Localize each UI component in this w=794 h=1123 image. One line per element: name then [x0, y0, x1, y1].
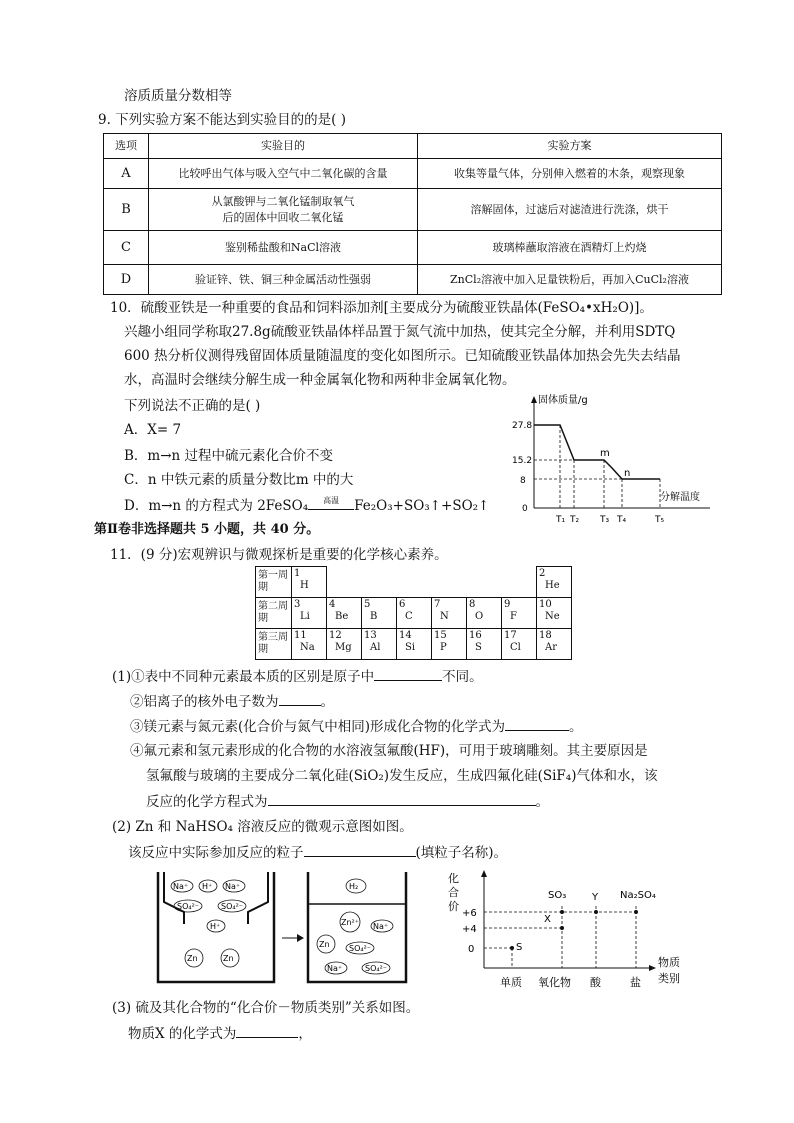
q10-option-a: A．X= 7: [124, 422, 182, 438]
mass-curve: [534, 425, 660, 479]
answer-blank[interactable]: [374, 666, 442, 681]
funnel-right-side: [248, 872, 268, 924]
q10-line4: 水，高温时会继续分解生成一种金属氧化物和两种非金属氧化物。: [124, 372, 516, 388]
atomic-number: 14: [399, 630, 412, 641]
q11-1-2: [130, 691, 334, 712]
atomic-number: 9: [504, 599, 511, 610]
question-text: ，: [298, 1026, 312, 1042]
element-cell: [502, 598, 537, 629]
table-cell: 鉴别稀盐酸和NaCl溶液: [149, 231, 418, 265]
table-header: 实验方案: [418, 134, 722, 159]
y-axis-arrow: [531, 396, 537, 403]
condition-line: [308, 509, 354, 510]
q10-line5: 下列说法不正确的是( ): [124, 398, 261, 414]
point-label: Y: [592, 892, 599, 903]
element-symbol: Na: [300, 642, 315, 653]
table-cell-line: 后的固体中回收二氧化锰: [222, 210, 344, 224]
point-n-label: n: [624, 468, 631, 479]
element-cell: [362, 598, 397, 629]
table-row: [104, 134, 722, 159]
point-label: X: [544, 914, 551, 925]
element-symbol: O: [475, 611, 484, 622]
question-text: 。: [569, 719, 583, 735]
q11-1-1: [112, 666, 483, 687]
table-row: [104, 265, 722, 295]
q9-stem: 9. 下列实验方案不能达到实验目的的是( ): [98, 112, 346, 128]
atomic-number: 6: [399, 599, 406, 610]
element-symbol: Al: [370, 642, 381, 653]
answer-blank[interactable]: [304, 842, 416, 857]
period-row: [256, 629, 572, 660]
atomic-number: 12: [329, 630, 342, 641]
period-label: 第二周期: [256, 598, 292, 629]
ion-label: Na⁺: [373, 922, 389, 931]
x-axis-arrow: [649, 965, 656, 971]
atomic-number: 13: [364, 630, 377, 641]
y-axis-label: 化: [448, 872, 459, 885]
empty-cell: [327, 567, 362, 598]
zinc-label: Zn: [223, 954, 234, 963]
element-cell: [432, 598, 467, 629]
x-tick-label: T₂: [570, 515, 580, 525]
data-point: [560, 910, 564, 914]
y-tick-label: 0: [468, 944, 475, 955]
ion-label: Na⁺: [225, 882, 241, 891]
x-tick-label: 单质: [500, 976, 522, 989]
q11-1-4b: 氢氟酸与玻璃的主要成分二氧化硅(SiO₂)发生反应，生成四氟化硅(SiF₄)气体和水，该: [146, 768, 658, 784]
atomic-number: 16: [469, 630, 482, 641]
y-tick-label: +4: [462, 924, 477, 935]
q11-2a: (2) Zn 和 NaHSO₄ 溶液反应的微观示意图如图。: [112, 819, 413, 835]
table-header: 实验目的: [149, 134, 418, 159]
question-text: 不同。: [442, 669, 483, 685]
table-row: [104, 159, 722, 189]
q10-line3: 600 热分析仪测得残留固体质量随温度的变化如图所示。已知硫酸亚铁晶体加热会先失去结晶: [124, 348, 681, 364]
x-axis-label: 物质: [658, 956, 680, 969]
atomic-number: 11: [294, 630, 307, 641]
table-cell: [149, 189, 418, 231]
answer-blank[interactable]: [279, 691, 321, 706]
ion-label: Na⁺: [173, 882, 189, 891]
y-tick-label: 8: [520, 476, 526, 486]
question-text: 物质X 的化学式为: [128, 1026, 237, 1042]
x-tick-label: T₁: [556, 515, 566, 525]
gas-label: H₂: [349, 882, 359, 891]
atomic-number: 15: [434, 630, 447, 641]
ion-label: Zn²⁺: [341, 918, 359, 927]
x-tick-label: T₄: [617, 515, 627, 525]
atomic-number: 17: [504, 630, 517, 641]
y-tick-label: 0: [522, 504, 528, 514]
ion-label: H⁺: [210, 922, 221, 931]
element-symbol: Ar: [545, 642, 558, 653]
y-axis-label: 合: [448, 886, 459, 899]
periodic-table: [255, 566, 572, 660]
element-symbol: Li: [300, 611, 310, 622]
q10-line2: 兴趣小组同学称取27.8g硫酸亚铁晶体样品置于氮气流中加热，使其完全分解，并利用SDTQ: [124, 324, 676, 340]
table-row: [104, 189, 722, 231]
question-text: (1)①表中不同种元素最本质的区别是原子中: [112, 669, 375, 685]
top-line: 溶质质量分数相等: [124, 88, 232, 104]
period-row: [256, 567, 572, 598]
y-axis-label: 固体质量/g: [538, 395, 588, 406]
table-cell: 玻璃棒蘸取溶液在酒精灯上灼烧: [418, 231, 722, 265]
q11-3b: [128, 1023, 312, 1044]
y-tick-label: 27.8: [512, 421, 533, 431]
element-symbol: Ne: [545, 611, 560, 622]
element-symbol: He: [545, 580, 560, 591]
period-label: 第一周期: [256, 567, 292, 598]
element-cell: [292, 598, 327, 629]
table-cell: ZnCl₂溶液中加入足量铁粉后，再加入CuCl₂溶液: [418, 265, 722, 295]
element-cell: [292, 567, 327, 598]
ion-label: SO₄²⁻: [349, 944, 372, 953]
point-label: SO₃: [548, 890, 567, 901]
x-tick-label: 氧化物: [538, 976, 571, 989]
element-cell: [502, 629, 537, 660]
atomic-number: 4: [329, 599, 336, 610]
ion-label: Na⁺: [327, 964, 343, 973]
element-symbol: B: [370, 611, 378, 622]
ion-label: H⁺: [202, 882, 213, 891]
element-symbol: F: [510, 611, 517, 622]
element-symbol: Cl: [510, 642, 521, 653]
table-cell-line: 从氯酸钾与二氧化锰制取氧气: [211, 194, 355, 208]
answer-blank[interactable]: [505, 716, 569, 731]
atomic-number: 10: [539, 599, 552, 610]
period-row: [256, 598, 572, 629]
reaction-condition: [308, 496, 354, 510]
point-m-label: m: [600, 448, 610, 459]
question-text: 。: [320, 694, 334, 710]
empty-cell: [467, 567, 502, 598]
arrow-head-icon: [297, 934, 304, 942]
q11-2b: [128, 842, 507, 863]
question-text: 。: [535, 794, 549, 810]
equation-right: Fe₂O₃+SO₃↑+SO₂↑: [354, 498, 490, 514]
section-2-heading: 第Ⅱ卷非选择题共 5 小题，共 40 分。: [94, 522, 320, 537]
q10-line1: 10．硫酸亚铁是一种重要的食品和饲料添加剂[主要成分为硫酸亚铁晶体(FeSO₄•xH₂O)]。: [110, 300, 653, 316]
question-text: ③镁元素与氮元素(化合价与氮气中相同)形成化合物的化学式为: [130, 719, 506, 735]
q10-option-c: C．n 中铁元素的质量分数比m 中的大: [124, 472, 354, 488]
q11-1-3: [130, 716, 583, 737]
atomic-number: 8: [469, 599, 476, 610]
table-cell: 比较呼出气体与吸入空气中二氧化碳的含量: [149, 159, 418, 189]
element-symbol: Be: [335, 611, 349, 622]
condition-text: 高温: [323, 496, 340, 505]
element-cell: [467, 629, 502, 660]
table-cell: 验证锌、铁、铜三种金属活动性强弱: [149, 265, 418, 295]
data-point: [634, 910, 638, 914]
q9-table: [103, 133, 722, 295]
empty-cell: [397, 567, 432, 598]
x-tick-label: T₅: [655, 515, 665, 525]
element-symbol: Si: [405, 642, 416, 653]
point-label: Na₂SO₄: [620, 890, 656, 901]
element-cell: [397, 629, 432, 660]
element-symbol: Mg: [335, 642, 352, 653]
q10-option-b: B．m→n 过程中硫元素化合价不变: [124, 448, 334, 464]
element-cell: [537, 567, 572, 598]
atomic-number: 2: [539, 568, 546, 579]
table-cell: D: [104, 265, 149, 295]
q10-option-d: [124, 496, 489, 516]
element-cell: [467, 598, 502, 629]
element-cell: [327, 598, 362, 629]
element-cell: [292, 629, 327, 660]
zinc-label: Zn: [319, 940, 330, 949]
x-tick-label: 酸: [590, 976, 601, 989]
y-axis-arrow: [481, 870, 487, 877]
atomic-number: 3: [294, 599, 301, 610]
answer-blank[interactable]: [268, 791, 536, 806]
table-cell: C: [104, 231, 149, 265]
element-symbol: H: [300, 580, 309, 591]
atomic-number: 1: [294, 568, 301, 579]
question-text: 该反应中实际参加反应的粒子: [128, 845, 304, 861]
empty-cell: [432, 567, 467, 598]
y-axis-label: 价: [448, 900, 459, 913]
equation-left: D．m→n 的方程式为 2FeSO₄: [124, 498, 309, 514]
element-cell: [327, 629, 362, 660]
x-axis-label: 类别: [658, 972, 680, 985]
reaction-micro-diagram: [150, 868, 410, 992]
element-cell: [537, 629, 572, 660]
point-label: S: [516, 942, 523, 953]
data-point: [560, 926, 564, 930]
element-symbol: C: [405, 611, 413, 622]
element-cell: [537, 598, 572, 629]
question-text: ②铝离子的核外电子数为: [130, 694, 279, 710]
question-text: 反应的化学方程式为: [146, 794, 268, 810]
atomic-number: 5: [364, 599, 371, 610]
element-symbol: S: [475, 642, 482, 653]
ion-label: SO₄²⁻: [365, 964, 388, 973]
table-header: 选项: [104, 134, 149, 159]
period-label: 第三周期: [256, 629, 292, 660]
element-cell: [397, 598, 432, 629]
x-tick-label: 盐: [630, 976, 641, 989]
atomic-number: 18: [539, 630, 552, 641]
y-tick-label: +6: [462, 908, 477, 919]
data-point: [594, 910, 598, 914]
valence-class-chart: [440, 866, 700, 994]
q11-1-4c: [146, 791, 549, 812]
q11-1-4a: ④氟元素和氢元素形成的化合物的水溶液氢氟酸(HF)，可用于玻璃雕刻。其主要原因是: [130, 743, 648, 759]
data-point: [510, 946, 514, 950]
q11-stem: 11．(9 分)宏观辨识与微观探析是重要的化学核心素养。: [110, 547, 448, 563]
table-cell: B: [104, 189, 149, 231]
x-tick-label: T₃: [600, 515, 610, 525]
answer-blank[interactable]: [236, 1023, 298, 1038]
element-cell: [432, 629, 467, 660]
mass-temperature-chart: [500, 388, 730, 528]
table-row: [104, 231, 722, 265]
q11-3a: (3) 硫及其化合物的“化合价－物质类别”关系如图。: [112, 1000, 420, 1016]
question-text: (填粒子名称)。: [415, 845, 508, 861]
atomic-number: 7: [434, 599, 441, 610]
y-tick-label: 15.2: [512, 456, 533, 466]
zinc-label: Zn: [187, 954, 198, 963]
element-symbol: N: [440, 611, 449, 622]
table-cell: 溶解固体，过滤后对滤渣进行洗涤，烘干: [418, 189, 722, 231]
empty-cell: [362, 567, 397, 598]
x-axis-label: 分解温度: [660, 492, 700, 503]
element-cell: [362, 629, 397, 660]
empty-cell: [502, 567, 537, 598]
ion-label: SO₄²⁻: [177, 902, 200, 911]
ion-label: SO₄²⁻: [221, 902, 244, 911]
element-symbol: P: [440, 642, 447, 653]
table-cell: 收集等量气体，分别伸入燃着的木条，观察现象: [418, 159, 722, 189]
table-cell: A: [104, 159, 149, 189]
